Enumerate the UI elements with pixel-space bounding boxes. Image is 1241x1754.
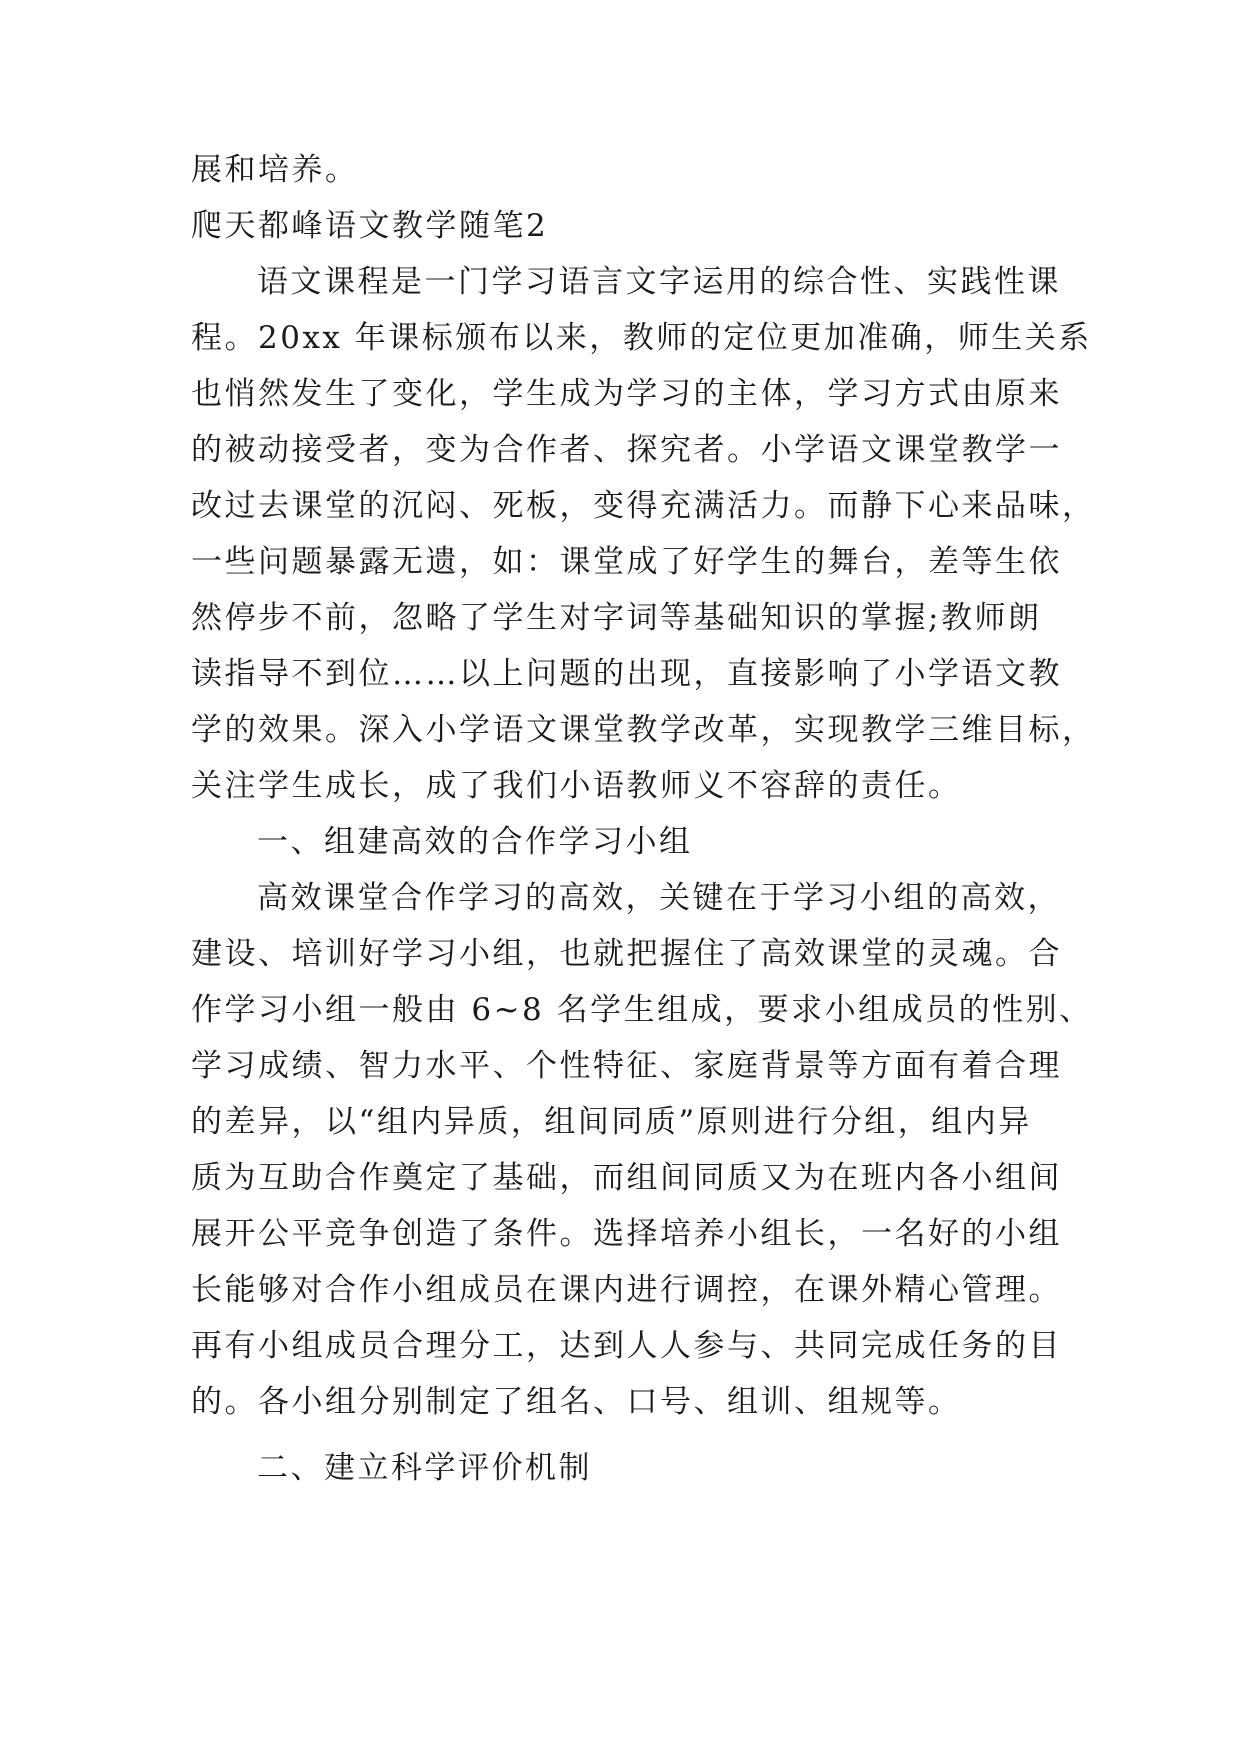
paragraph-line: 再有小组成员合理分工，达到人人参与、共同完成任务的目 <box>191 1328 1062 1364</box>
paragraph-line: 的。各小组分别制定了组名、口号、组训、组规等。 <box>191 1384 962 1420</box>
paragraph-line: 高效课堂合作学习的高效，关键在于学习小组的高效， <box>257 880 1061 916</box>
paragraph-line: 也悄然发生了变化，学生成为学习的主体，学习方式由原来 <box>191 376 1062 412</box>
paragraph-line: 学习成绩、智力水平、个性特征、家庭背景等方面有着合理 <box>191 1048 1062 1084</box>
paragraph-line: 学的效果。深入小学语文课堂教学改革，实现教学三维目标， <box>191 712 1096 748</box>
section-heading: 一、组建高效的合作学习小组 <box>257 824 693 860</box>
paragraph-line: 一些问题暴露无遗，如：课堂成了好学生的舞台，差等生依 <box>191 544 1062 580</box>
paragraph-line: 的差异，以“组内异质，组间同质”原则进行分组，组内异 <box>191 1104 1032 1140</box>
paragraph-line: 作学习小组一般由 6~8 名学生组成，要求小组成员的性别、 <box>191 992 1093 1028</box>
paragraph-line: 读指导不到位……以上问题的出现，直接影响了小学语文教 <box>191 656 1062 692</box>
paragraph-line: 然停步不前，忽略了学生对字词等基础知识的掌握;教师朗 <box>191 600 1042 636</box>
paragraph-line: 展开公平竞争创造了条件。选择培养小组长，一名好的小组 <box>191 1216 1062 1252</box>
paragraph-line: 语文课程是一门学习语言文字运用的综合性、实践性课 <box>257 264 1061 300</box>
paragraph-line: 程。20xx 年课标颁布以来，教师的定位更加准确，师生关系 <box>191 320 1092 356</box>
text-line: 展和培养。 <box>191 152 359 188</box>
paragraph-line: 长能够对合作小组成员在课内进行调控，在课外精心管理。 <box>191 1272 1062 1308</box>
paragraph-line: 质为互助合作奠定了基础，而组间同质又为在班内各小组间 <box>191 1160 1062 1196</box>
paragraph-line: 的被动接受者，变为合作者、探究者。小学语文课堂教学一 <box>191 432 1062 468</box>
paragraph-line: 改过去课堂的沉闷、死板，变得充满活力。而静下心来品味， <box>191 488 1096 524</box>
section-title: 爬天都峰语文教学随笔2 <box>191 208 549 244</box>
section-heading: 二、建立科学评价机制 <box>257 1450 592 1486</box>
paragraph-line: 建设、培训好学习小组，也就把握住了高效课堂的灵魂。合 <box>191 936 1062 972</box>
paragraph-line: 关注学生成长，成了我们小语教师义不容辞的责任。 <box>191 768 962 804</box>
